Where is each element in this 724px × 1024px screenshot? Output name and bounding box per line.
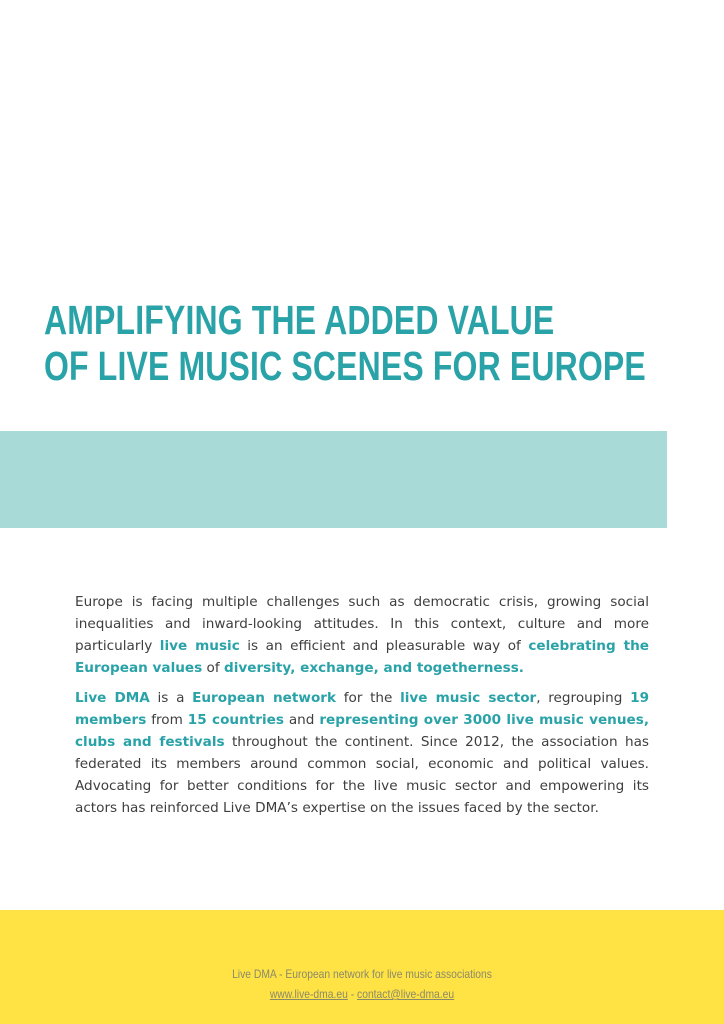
highlight-countries: 15 countries bbox=[187, 712, 284, 728]
footer bbox=[0, 910, 724, 1024]
text-run: for the bbox=[336, 690, 401, 706]
highlight-live-music: live music bbox=[159, 638, 240, 654]
highlight-european-values: celebrating the European values bbox=[75, 638, 650, 676]
body-text bbox=[75, 591, 649, 827]
text-run: is a bbox=[149, 690, 193, 706]
text-run: is an efficient and pleasurable way of bbox=[239, 638, 529, 654]
decorative-teal-band bbox=[0, 431, 667, 528]
email-link[interactable]: contact@live-dma.eu bbox=[357, 987, 455, 1001]
footer-tagline: Live DMA - European network for live music associations bbox=[232, 967, 492, 981]
highlight-european-network: European network bbox=[192, 690, 337, 706]
highlight-venues: representing over 3000 live music venues, clubs and festivals bbox=[75, 712, 650, 750]
footer-contact bbox=[51, 987, 674, 1001]
about-paragraph bbox=[75, 687, 649, 819]
text-run: from bbox=[146, 712, 188, 728]
text-run: throughout the continent. Since 2012, the association has federated its members around common social, economic and political values. Advocating for better conditions for the live music sector and empowering its actors has reinforced Live DMA’s expertise on the issues faced by the sector. bbox=[75, 734, 649, 816]
title-line-1: AMPLIFYING THE ADDED VALUE bbox=[44, 297, 555, 343]
highlight-members: 19 members bbox=[75, 690, 650, 728]
highlight-live-dma: Live DMA bbox=[75, 690, 150, 706]
text-run: and bbox=[283, 712, 320, 728]
highlight-diversity: diversity, exchange, and togetherness. bbox=[223, 660, 524, 676]
footer-separator: - bbox=[347, 987, 358, 1001]
intro-paragraph bbox=[75, 591, 649, 679]
text-run: of bbox=[202, 660, 224, 676]
title-line-2: OF LIVE MUSIC SCENES FOR EUROPE bbox=[44, 343, 646, 389]
page-title bbox=[44, 297, 646, 389]
highlight-live-music-sector: live music sector bbox=[400, 690, 537, 706]
text-run: Europe is facing multiple challenges such as democratic crisis, growing social inequalities and inward-looking attitudes. In this context, culture and more particularly bbox=[75, 594, 649, 654]
website-link[interactable]: www.live-dma.eu bbox=[269, 987, 348, 1001]
text-run: , regrouping bbox=[536, 690, 631, 706]
